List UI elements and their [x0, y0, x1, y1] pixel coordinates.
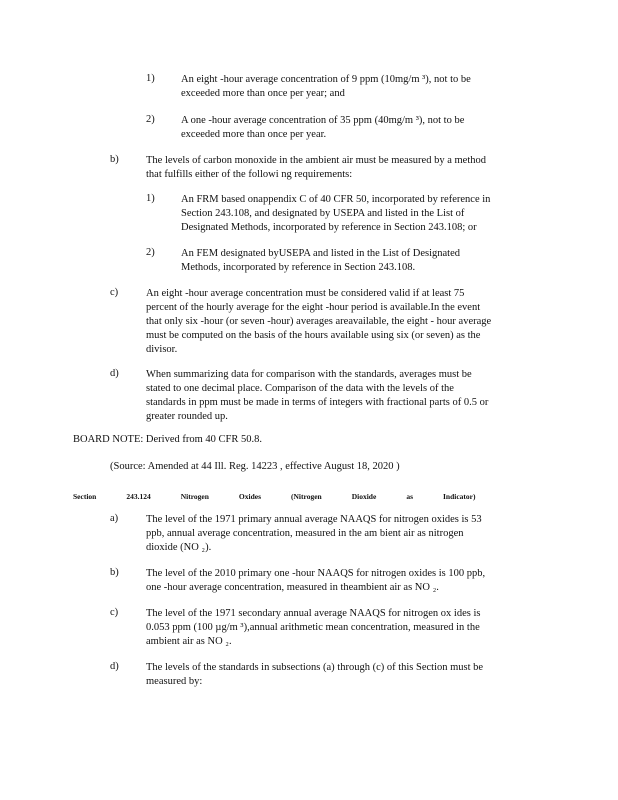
section-heading-word: Section [73, 492, 97, 501]
text-line: The level of the 1971 secondary annual average NAAQS for nitrogen ox ides is [146, 608, 481, 619]
item-label: c) [110, 287, 119, 298]
text-line: An eight -hour average concentration of 9 ppm (10mg/m ³), not to be [181, 74, 471, 85]
item-text [146, 368, 488, 424]
text-line: The levels of the standards in subsections (a) through (c) of this Section must be [146, 662, 484, 673]
text-line: The level of the 1971 primary annual average NAAQS for nitrogen oxides is 53 [146, 514, 482, 525]
section-heading-word: as [406, 492, 413, 501]
text-line: exceeded more than once per year. [181, 129, 327, 140]
text-line: The level of the 2010 primary one -hour NAAQS for nitrogen oxides is 100 ppb, [146, 568, 486, 579]
source-note: (Source: Amended at 44 Ill. Reg. 14223 , effective August 18, 2020 ) [110, 461, 400, 472]
item-text [146, 607, 480, 649]
text-line: measured by: [146, 676, 203, 687]
item-text [146, 154, 486, 182]
item-label: 1) [146, 73, 155, 84]
text-line: divisor. [146, 344, 178, 355]
text-line: An eight -hour average concentration must be considered valid if at least 75 [146, 288, 465, 299]
text-line: An FRM based onappendix C of 40 CFR 50, incorporated by reference in [181, 194, 491, 205]
item-label: b) [110, 567, 119, 578]
text-line: Designated Methods, incorporated by reference in Section 243.108; or [181, 222, 477, 233]
text-line: that fulfills either of the followi ng requirements: [146, 169, 353, 180]
text-line: exceeded more than once per year; and [181, 88, 345, 99]
item-label: d) [110, 368, 119, 379]
item-text [146, 567, 485, 595]
section-heading-word: 243.124 [126, 492, 151, 501]
text-line: dioxide (NO ₂). [146, 542, 212, 553]
item-text [181, 193, 490, 235]
text-line: When summarizing data for comparison with the standards, averages must be [146, 369, 472, 380]
section-heading [73, 492, 505, 501]
item-label: 1) [146, 193, 155, 204]
text-line: Methods, incorporated by reference in Section 243.108. [181, 262, 416, 273]
item-text [146, 513, 482, 555]
text-line: greater rounded up. [146, 411, 228, 422]
item-text [146, 661, 483, 689]
section-heading-word: Indicator) [442, 492, 476, 501]
text-line: ppb, annual average concentration, measured in the am bient air as nitrogen [146, 528, 464, 539]
board-note: BOARD NOTE: Derived from 40 CFR 50.8. [73, 434, 262, 445]
text-line: An FEM designated byUSEPA and listed in the List of Designated [181, 248, 461, 259]
text-line: percent of the hourly average for the eight -hour period is available.In the event [146, 302, 481, 313]
text-line: must be computed on the basis of the hours available using six (or seven) as the [146, 330, 481, 341]
item-text [181, 114, 464, 142]
text-line: standards in ppm must be made in terms of integers with fractional parts of 0.5 or [146, 397, 489, 408]
text-line: ambient air as NO ₂. [146, 636, 232, 647]
item-text [181, 73, 471, 101]
item-label: c) [110, 607, 119, 618]
section-heading-word: Oxides [238, 492, 262, 501]
item-label: d) [110, 661, 119, 672]
section-heading-word: Dioxide [351, 492, 377, 501]
text-line: that only six -hour (or seven -hour) averages areavailable, the eight - hour average [146, 316, 492, 327]
item-label: 2) [146, 247, 155, 258]
section-heading-word: (Nitrogen [291, 492, 322, 501]
item-text [146, 287, 491, 357]
item-label: a) [110, 513, 119, 524]
item-text [181, 247, 460, 275]
text-line: one -hour average concentration, measured in theambient air as NO ₂. [146, 582, 439, 593]
text-line: Section 243.108, and designated by USEPA and listed in the List of [181, 208, 465, 219]
text-line: 0.053 ppm (100 µg/m ³),annual arithmetic mean concentration, measured in the [146, 622, 480, 633]
text-line: A one -hour average concentration of 35 ppm (40mg/m ³), not to be [181, 115, 465, 126]
item-label: 2) [146, 114, 155, 125]
text-line: stated to one decimal place. Comparison of the data with the levels of the [146, 383, 454, 394]
section-heading-word: Nitrogen [180, 492, 209, 501]
item-label: b) [110, 154, 119, 165]
text-line: The levels of carbon monoxide in the ambient air must be measured by a method [146, 155, 486, 166]
